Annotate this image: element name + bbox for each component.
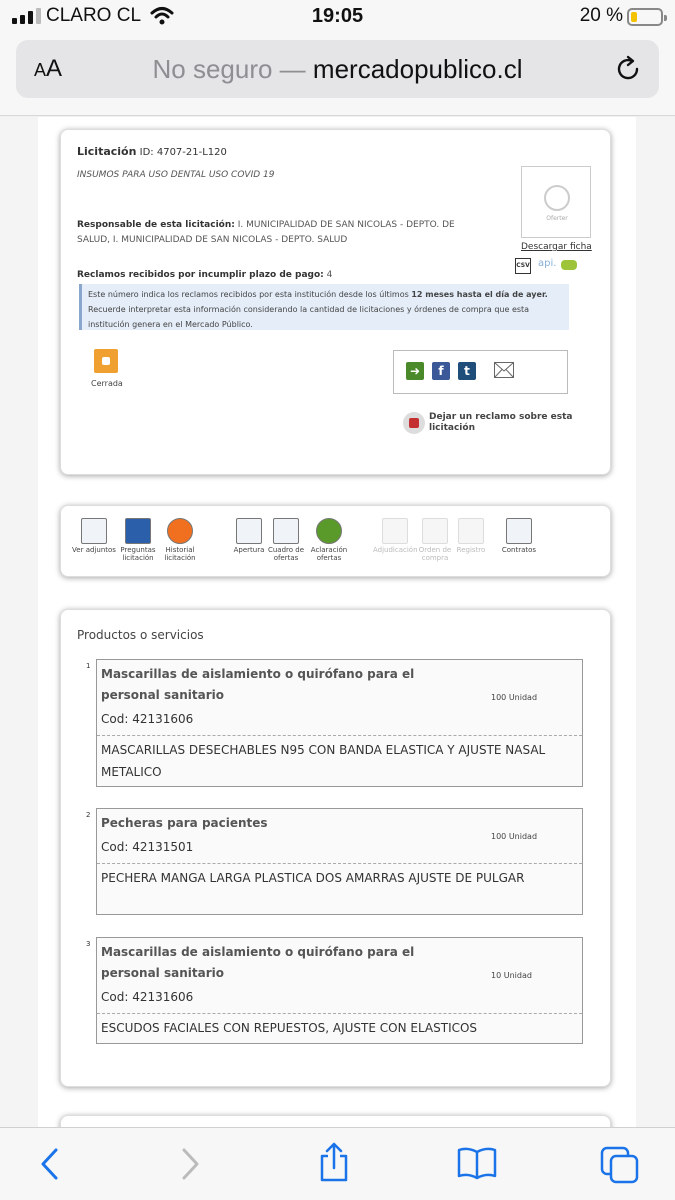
browser-address-bar (0, 36, 675, 116)
tool-adjudicacion: Adjudicación (373, 518, 417, 554)
product-name: Mascarillas de aislamiento o quirófano para el personal sanitario (101, 667, 415, 702)
tool-cuadro-ofertas[interactable]: Cuadro de ofertas (264, 518, 308, 562)
envelope-icon (236, 518, 262, 544)
tool-aclaracion-ofertas[interactable]: Aclaración ofertas (307, 518, 351, 562)
licitacion-name: INSUMOS PARA USO DENTAL USO COVID 19 (77, 170, 275, 180)
share-icon[interactable]: ➜ (406, 362, 424, 380)
product-qty: 100 Unidad (491, 832, 538, 841)
reclamos-info-box: Este número indica los reclamos recibidos por esta institución desde los últimos 12 meses hasta el día de ayer. Recuerde interpretar esta información considerando la cantidad de licitaciones y órdenes de compra que esta institución genera en el Mercado Público. (79, 284, 569, 330)
reload-icon[interactable] (613, 54, 643, 84)
mail-icon[interactable] (494, 362, 514, 378)
descargar-ficha-link[interactable]: Descargar ficha (521, 242, 592, 252)
tool-apertura[interactable]: Apertura (227, 518, 271, 554)
url-text[interactable] (16, 54, 659, 85)
bookmarks-icon[interactable] (456, 1146, 498, 1180)
product-item (96, 808, 583, 915)
product-desc: PECHERA MANGA LARGA PLASTICA DOS AMARRAS AJUSTE DE PULGAR (101, 871, 525, 885)
product-name: Pecheras para pacientes (101, 816, 268, 830)
help-icon (316, 518, 342, 544)
csv-download-icon[interactable]: CSV (515, 258, 531, 274)
product-number: 1 (86, 662, 91, 670)
product-number: 2 (86, 811, 91, 819)
product-name: Mascarillas de aislamiento o quirófano para el personal sanitario (101, 945, 415, 980)
next-card (60, 1115, 611, 1127)
share-icon[interactable] (316, 1142, 352, 1182)
product-item (96, 937, 583, 1044)
api-icon[interactable] (561, 260, 577, 270)
products-card (60, 609, 611, 1087)
products-title: Productos o servicios (77, 628, 204, 642)
product-code: Cod: 42131606 (101, 712, 194, 726)
status-bar (0, 0, 675, 36)
product-qty: 100 Unidad (491, 693, 538, 702)
lock-icon (94, 349, 118, 373)
share-box (393, 350, 568, 394)
insecure-label: No seguro — (152, 54, 306, 84)
tool-orden-compra: Orden de compra (413, 518, 457, 562)
reclamo-icon[interactable] (403, 412, 425, 434)
organization-logo: Oferter (521, 166, 591, 238)
url-domain: mercadopublico.cl (312, 54, 523, 84)
url-field[interactable] (16, 40, 659, 98)
award-icon (382, 518, 408, 544)
forward-icon[interactable] (178, 1146, 202, 1182)
product-desc: ESCUDOS FACIALES CON REPUESTOS, AJUSTE CON ELASTICOS (101, 1021, 478, 1035)
carrier-name: CLARO CL (46, 5, 142, 26)
battery-percent: 20 % (579, 5, 623, 26)
licitacion-id: 4707-21-L120 (156, 147, 227, 158)
product-code: Cod: 42131606 (101, 990, 194, 1004)
tool-historial[interactable]: Historial licitación (158, 518, 202, 562)
browser-toolbar (0, 1127, 675, 1200)
product-item (96, 659, 583, 787)
reclamos-count: Reclamos recibidos por incumplir plazo de pago: 4 (77, 270, 333, 280)
clock: 19:05 (311, 5, 364, 27)
tool-registro: Registro (449, 518, 493, 554)
tool-preguntas[interactable]: Preguntas licitación (116, 518, 160, 562)
product-code: Cod: 42131501 (101, 840, 194, 854)
tabs-icon[interactable] (600, 1146, 640, 1184)
battery-icon (627, 8, 663, 26)
estado-label: Cerrada (91, 379, 123, 388)
attachments-icon (81, 518, 107, 544)
web-page (0, 117, 675, 1127)
responsable: Responsable de esta licitación: I. MUNICIPALIDAD DE SAN NICOLAS - DEPTO. DE SALUD, I. MUNICIPALIDAD DE SAN NICOLAS - DEPTO. SALUD (77, 220, 455, 245)
tool-contratos[interactable]: Contratos (497, 518, 541, 554)
licitacion-tools-card (60, 505, 611, 577)
offers-table-icon (273, 518, 299, 544)
question-icon (125, 518, 151, 544)
reclamo-link[interactable]: Dejar un reclamo sobre esta licitación (429, 412, 573, 433)
product-desc: MASCARILLAS DESECHABLES N95 CON BANDA ELASTICA Y AJUSTE NASAL METALICO (101, 743, 546, 779)
api-link[interactable]: api. (538, 258, 557, 269)
product-qty: 10 Unidad (491, 971, 532, 980)
back-icon[interactable] (38, 1146, 62, 1182)
product-number: 3 (86, 940, 91, 948)
text-size-button[interactable]: AA (34, 55, 63, 82)
licitacion-id-line: Licitación ID: 4707-21-L120 (77, 145, 227, 158)
purchase-order-icon (422, 518, 448, 544)
contract-icon (506, 518, 532, 544)
licitacion-info-card (60, 129, 611, 475)
twitter-icon[interactable]: t (458, 362, 476, 380)
register-icon (458, 518, 484, 544)
facebook-icon[interactable]: f (432, 362, 450, 380)
history-clock-icon (167, 518, 193, 544)
tool-ver-adjuntos[interactable]: Ver adjuntos (72, 518, 116, 554)
